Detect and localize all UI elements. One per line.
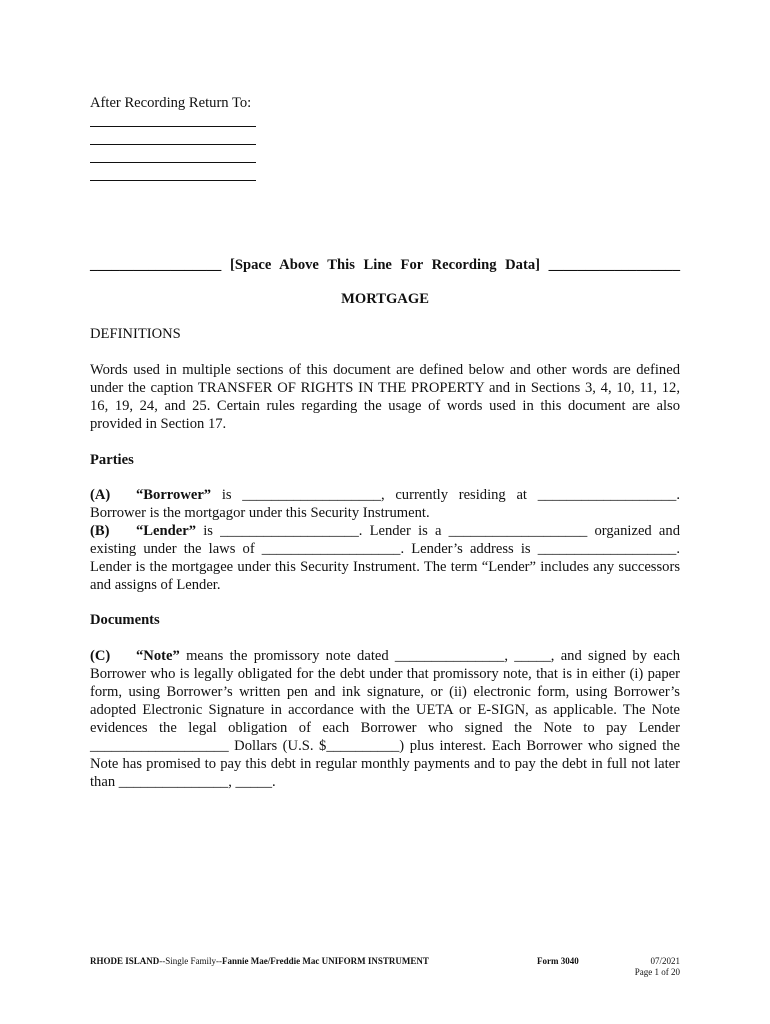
definitions-heading: DEFINITIONS — [90, 326, 181, 342]
parties-heading: Parties — [90, 452, 134, 468]
footer-state: RHODE ISLAND — [90, 956, 160, 966]
lender-rest: existing under the laws of ___________________. Lender’s address is ___________________. Lender is the mortgagee under this Security Instrument. The term “Lender” includes any successors and assigns of Lender. — [90, 541, 680, 593]
borrower-text: is ___________________, currently residing at ___________________. — [221, 487, 680, 503]
note-line-1 — [90, 647, 680, 665]
note-definition — [90, 647, 680, 791]
return-address-line-3 — [90, 162, 256, 163]
document-title: MORTGAGE — [341, 291, 429, 307]
documents-heading: Documents — [90, 612, 160, 628]
borrower-label: (A) — [90, 487, 111, 503]
lender-term: “Lender” — [136, 523, 196, 539]
footer-right — [600, 956, 680, 978]
borrower-line-2: Borrower is the mortgagor under this Security Instrument. — [90, 505, 430, 521]
footer-sep: --Single Family-- — [159, 956, 223, 966]
party-borrower — [90, 486, 680, 594]
return-to-label: After Recording Return To: — [90, 95, 252, 111]
space-above-text: [Space Above This Line For Recording Data] — [230, 257, 540, 273]
return-address-line-2 — [90, 144, 256, 145]
space-above-line — [90, 256, 680, 274]
return-address-line-1 — [90, 126, 256, 127]
note-term: “Note” — [136, 648, 180, 664]
borrower-line-1 — [90, 486, 680, 504]
footer-instrument-name: Fannie Mae/Freddie Mac UNIFORM INSTRUMENT — [222, 956, 429, 966]
return-address-line-4 — [90, 180, 256, 181]
footer-date: 07/2021 — [650, 956, 680, 966]
lender-label: (B) — [90, 523, 110, 539]
footer-page-number: Page 1 of 20 — [634, 967, 680, 977]
lender-text: is ___________________. Lender is a ___________________ organized and — [203, 523, 680, 539]
definitions-intro: Words used in multiple sections of this document are defined below and other words are defined under the caption TRANSFER OF RIGHTS IN THE PROPERTY and in Sections 3, 4, 10, 11, 12, 16, 19, 24, and 25. Certain rules regarding the usage of words used in this document are also provided in Section 17. — [90, 362, 680, 432]
note-text: means the promissory note dated _______________, _____, and signed by each — [186, 648, 680, 664]
note-label: (C) — [90, 648, 111, 664]
borrower-term: “Borrower” — [136, 487, 212, 503]
footer-form-number: Form 3040 — [537, 956, 579, 966]
space-above-right-rule: __________________ — [548, 257, 680, 273]
space-above-left-rule: __________________ — [90, 257, 222, 273]
lender-line-1 — [90, 522, 680, 540]
footer-instrument — [90, 956, 429, 967]
note-rest: Borrower who is legally obligated for the debt under that promissory note, that is in either (i) paper form, using Borrower’s written pen and ink signature, or (ii) electronic form, using Borrower’s adopted Electronic Signature in accordance with the UETA or E-SIGN, as applicable. The Note evidences the legal obligation of each Borrower who signed the Note to pay Lender ___________________ Dollars (U.S. $__________) plus interest. Each Borrower who signed the Note has promised to pay this debt in regular monthly payments and to pay the debt in full not later than _______________, _____. — [90, 666, 680, 790]
